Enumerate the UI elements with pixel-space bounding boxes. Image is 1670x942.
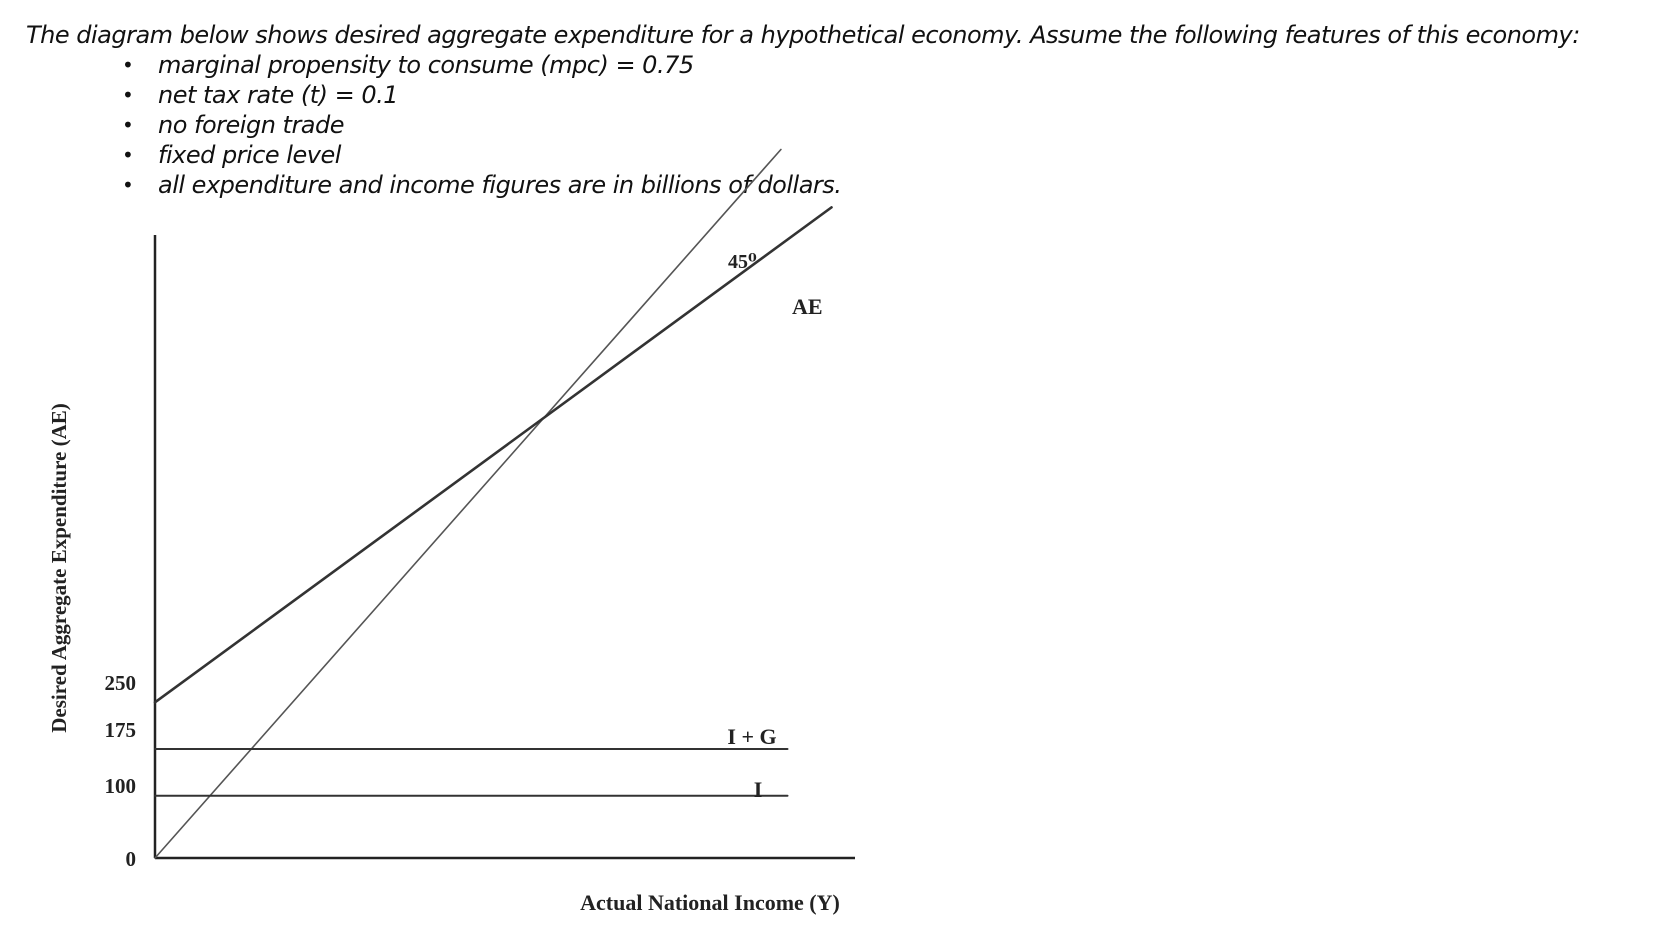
bullet-icon: • [122, 83, 134, 107]
feature-text: all expenditure and income figures are in billions of dollars. [158, 171, 842, 199]
y-tick-label: 175 [104, 718, 136, 742]
y-tick-label: 0 [125, 847, 136, 871]
bullet-icon: • [122, 53, 134, 77]
label-i-plus-g: I + G [727, 724, 777, 749]
feature-text: net tax rate (t) = 0.1 [158, 81, 399, 109]
x-axis-label: Actual National Income (Y) [580, 890, 840, 915]
bullet-icon: • [122, 173, 134, 197]
label-45-degree: 45⁰ [728, 251, 757, 273]
line-45-degree [155, 149, 781, 858]
y-tick-label: 250 [104, 671, 136, 695]
bullet-icon: • [122, 113, 134, 137]
line-ae [155, 207, 832, 702]
feature-text: marginal propensity to consume (mpc) = 0.75 [158, 51, 694, 79]
label-ae: AE [792, 294, 823, 319]
feature-text: no foreign trade [158, 111, 345, 139]
plot-group [47, 149, 855, 915]
y-axis-label: Desired Aggregate Expenditure (AE) [47, 403, 71, 733]
feature-text: fixed price level [158, 141, 341, 169]
label-i: I [753, 777, 763, 802]
y-tick-label: 100 [104, 774, 136, 798]
intro-text: The diagram below shows desired aggregate expenditure for a hypothetical economy. Assume the following features of this economy: [26, 21, 1580, 49]
bullet-icon: • [122, 143, 134, 167]
